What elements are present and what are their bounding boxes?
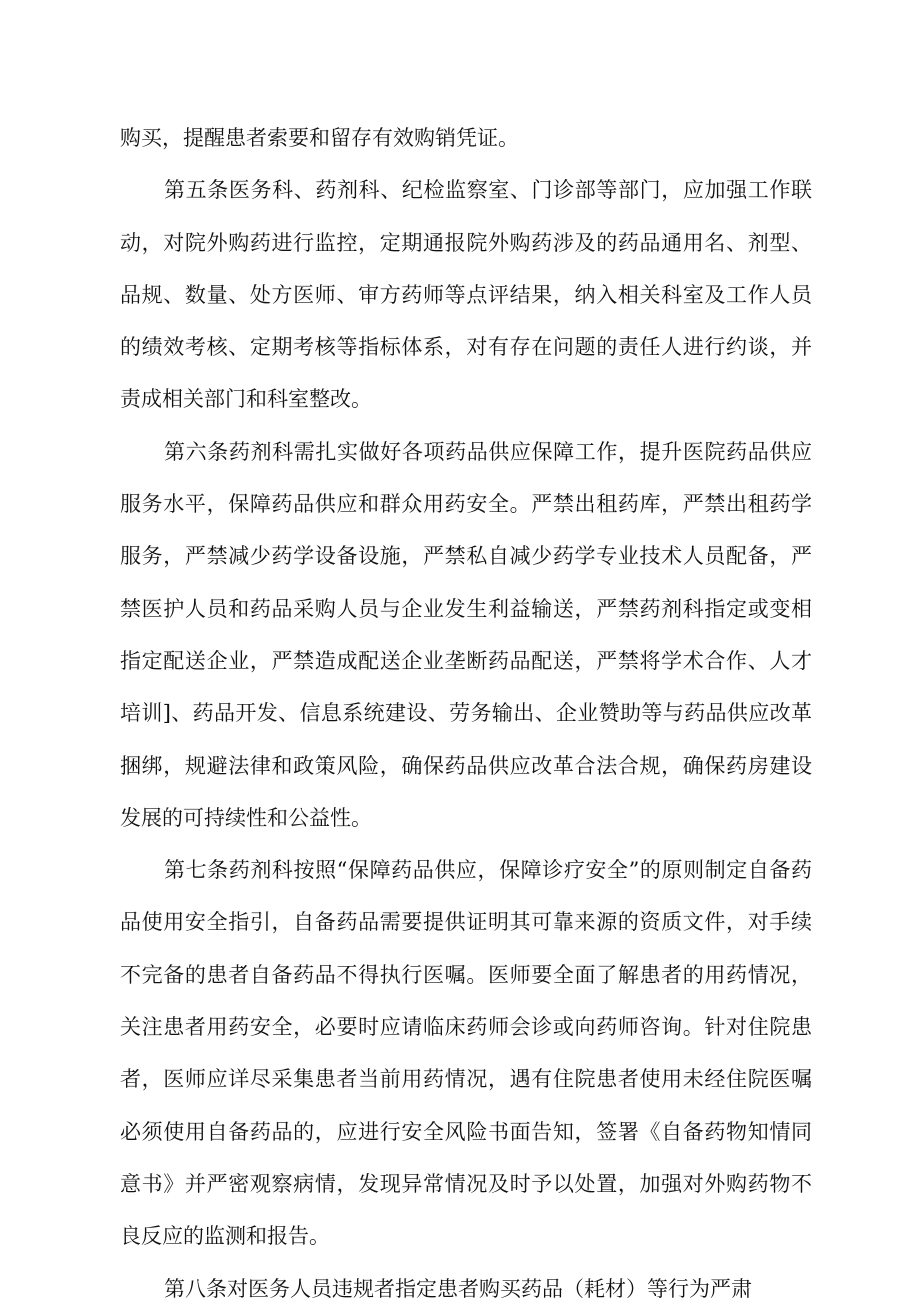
paragraph-article-6: 第六条药剂科需扎实做好各项药品供应保障工作，提升医院药品供应服务水平，保障药品供应和群众用药安全。严禁出租药库，严禁出租药学服务，严禁减少药学设备设施，严禁私自减少药学专业技术人员配备，严禁医护人员和药品采购人员与企业发生利益输送，严禁药剂科指定或变相指定配送企业，严禁造成配送企业垄断药品配送，严禁将学术合作、人才培训]、药品开发、信息系统建设、劳务输出、企业赞助等与药品供应改革捆绑，规避法律和政策风险，确保药品供应改革合法合规，确保药房建设发展的可持续性和公益性。 (120, 439, 812, 830)
paragraph-article-5: 第五条医务科、药剂科、纪检监察室、门诊部等部门，应加强工作联动，对院外购药进行监控，定期通报院外购药涉及的药品通用名、剂型、品规、数量、处方医师、审方药师等点评结果，纳入相关科室及工作人员的绩效考核、定期考核等指标体系，对有存在问题的责任人进行约谈，并责成相关部门和科室整改。 (120, 178, 812, 412)
document-page (120, 112, 812, 1315)
paragraph-article-8: 第八条对医务人员违规者指定患者购买药品（耗材）等行为严肃 (164, 1276, 752, 1301)
paragraph-article-7: 第七条药剂科按照“保障药品供应，保障诊疗安全”的原则制定自备药品使用安全指引，自备药品需要提供证明其可靠来源的资质文件，对手续不完备的患者自备药品不得执行医嘱。医师要全面了解患者的用药情况，关注患者用药安全，必要时应请临床药师会诊或向药师咨询。针对住院患者，医师应详尽采集患者当前用药情况，遇有住院患者使用未经住院医嘱必须使用自备药品的，应进行安全风险书面告知，签署《自备药物知情同意书》并严密观察病情，发现异常情况及时予以处置，加强对外购药物不良反应的监测和报告。 (120, 858, 812, 1249)
paragraph-continuation: 购买，提醒患者索要和留存有效购销凭证。 (120, 126, 519, 150)
